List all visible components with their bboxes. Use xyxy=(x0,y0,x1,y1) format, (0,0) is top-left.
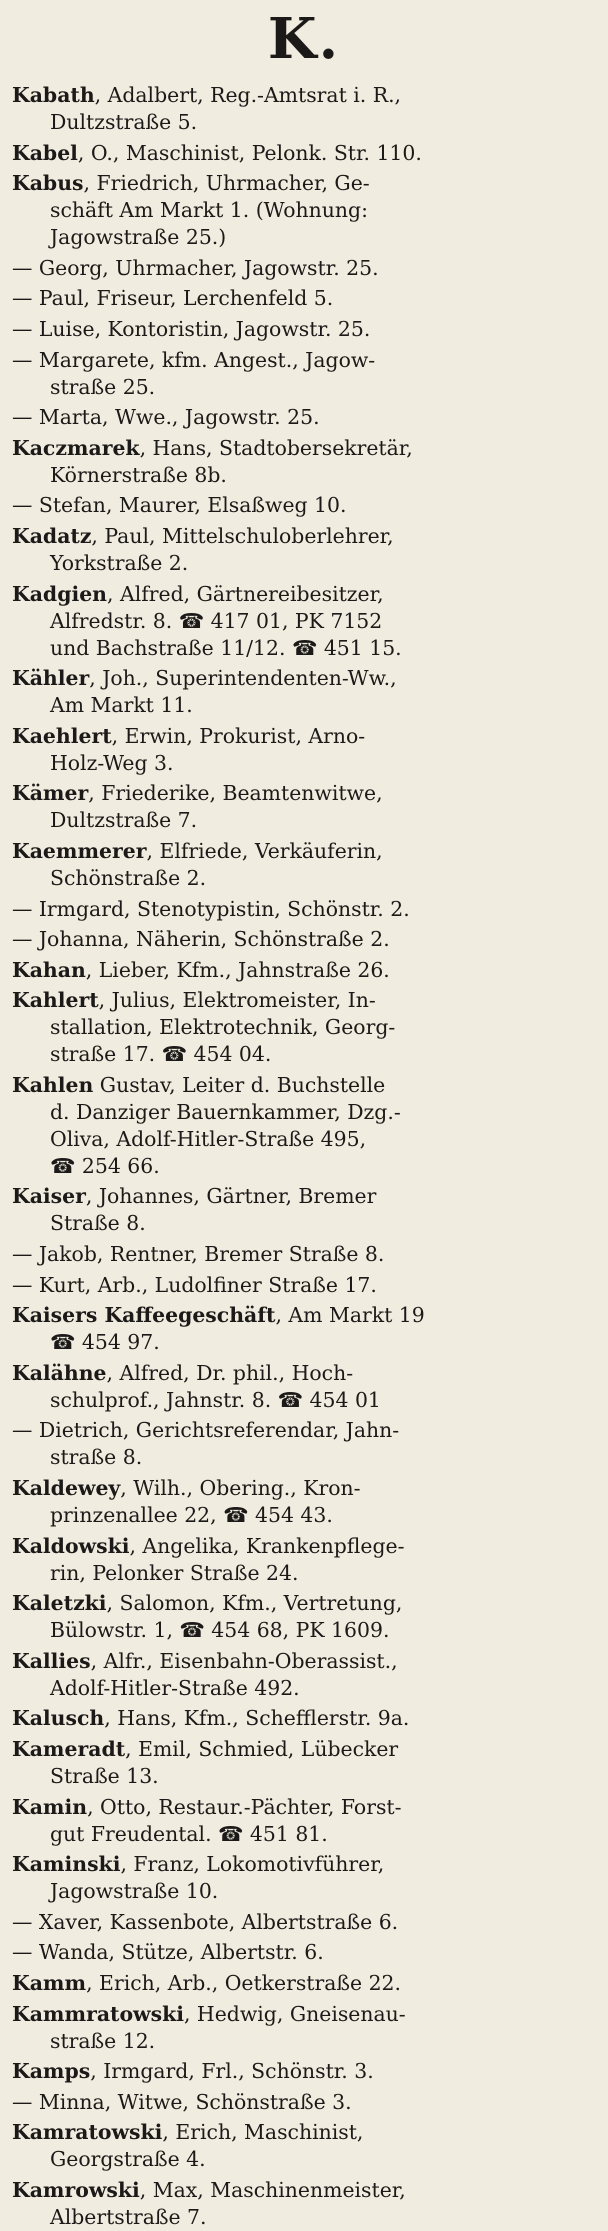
directory-entry xyxy=(12,2089,596,2116)
entry-continuation-line: straße 12. xyxy=(50,2028,156,2053)
directory-entry xyxy=(12,665,596,719)
directory-entry xyxy=(12,492,596,519)
directory-entry xyxy=(12,1072,596,1180)
entry-continuation-line: Straße 8. xyxy=(50,1211,146,1236)
directory-entry xyxy=(12,170,596,251)
entry-surname: Kaczmarek xyxy=(12,435,140,460)
entry-continuation-line: rin, Pelonker Straße 24. xyxy=(50,1560,299,1585)
directory-entry xyxy=(12,1590,596,1644)
directory-entry xyxy=(12,2001,596,2055)
entry-first-line: Kamin, Otto, Restaur.-Pächter, Forst- xyxy=(12,1794,402,1819)
directory-entry xyxy=(12,1851,596,1905)
directory-entry xyxy=(12,255,596,282)
entry-first-line: Kabath, Adalbert, Reg.-Amtsrat i. R., xyxy=(12,83,402,107)
entry-surname: Kamrowski xyxy=(12,2177,140,2202)
entry-continuation-line: Holz-Weg 3. xyxy=(50,750,174,775)
entry-first-line: Kammratowski, Hedwig, Gneisenau- xyxy=(12,2001,406,2026)
entry-first-line: — Minna, Witwe, Schönstraße 3. xyxy=(12,2089,352,2114)
entry-first-line: — Margarete, kfm. Angest., Jagow- xyxy=(12,347,376,372)
entry-continuation-line: d. Danziger Bauernkammer, Dzg.- xyxy=(50,1099,401,1124)
entry-surname: Kamm xyxy=(12,1970,87,1995)
entry-continuation-line: Dultzstraße 5. xyxy=(50,110,198,134)
entry-surname: Kallies xyxy=(12,1648,91,1673)
entry-first-line: — Luise, Kontoristin, Jagowstr. 25. xyxy=(12,316,371,341)
entry-surname: Kabel xyxy=(12,140,78,165)
entry-first-line: Kaiser, Johannes, Gärtner, Bremer xyxy=(12,1184,377,1209)
entry-surname: Kaletzki xyxy=(12,1591,107,1616)
directory-entry xyxy=(12,1183,596,1237)
entry-first-line: — Jakob, Rentner, Bremer Straße 8. xyxy=(12,1242,385,1267)
entry-first-line: Kaemmerer, Elfriede, Verkäuferin, xyxy=(12,838,383,863)
directory-entry xyxy=(12,2177,596,2231)
entry-continuation-line: Schönstraße 2. xyxy=(50,865,207,890)
directory-entry xyxy=(12,838,596,892)
entry-surname: Kadgien xyxy=(12,581,107,606)
directory-entry xyxy=(12,404,596,431)
entry-first-line: Kaminski, Franz, Lokomotivführer, xyxy=(12,1852,385,1877)
directory-entry xyxy=(12,2058,596,2085)
entry-surname: Kämer xyxy=(12,781,89,806)
entry-continuation-line: straße 17. ☎ 454 04. xyxy=(50,1042,272,1067)
entry-first-line: Kamps, Irmgard, Frl., Schönstr. 3. xyxy=(12,2059,374,2084)
entry-first-line: — Xaver, Kassenbote, Albertstraße 6. xyxy=(12,1909,399,1934)
entry-continuation-line: Am Markt 11. xyxy=(50,693,193,718)
entry-continuation-line: Bülowstr. 1, ☎ 454 68, PK 1609. xyxy=(50,1618,390,1643)
entry-first-line: Kaehlert, Erwin, Prokurist, Arno- xyxy=(12,723,366,748)
entry-first-line: Kamm, Erich, Arb., Oetkerstraße 22. xyxy=(12,1970,402,1995)
entry-first-line: — Stefan, Maurer, Elsaßweg 10. xyxy=(12,493,347,518)
directory-entry xyxy=(12,1302,596,1356)
entry-first-line: Kabus, Friedrich, Uhrmacher, Ge- xyxy=(12,171,370,196)
entry-surname: Kaehlert xyxy=(12,723,112,748)
entry-surname: Kaldewey xyxy=(12,1476,121,1501)
entry-surname: Kahlert xyxy=(12,988,99,1013)
entry-first-line: — Marta, Wwe., Jagowstr. 25. xyxy=(12,405,320,430)
directory-entry xyxy=(12,316,596,343)
entry-continuation-line: ☎ 254 66. xyxy=(50,1153,160,1178)
directory-entry xyxy=(12,581,596,662)
directory-entry xyxy=(12,987,596,1068)
entry-surname: Kameradt xyxy=(12,1737,126,1761)
section-letter-heading: K. xyxy=(267,6,341,72)
entry-first-line: — Irmgard, Stenotypistin, Schönstr. 2. xyxy=(12,896,410,921)
directory-entry xyxy=(12,1241,596,1268)
entry-continuation-line: Dultzstraße 7. xyxy=(50,808,198,833)
directory-entry xyxy=(12,1417,596,1471)
entry-continuation-line: Alfredstr. 8. ☎ 417 01, PK 7152 xyxy=(50,608,383,633)
entry-first-line: — Paul, Friseur, Lerchenfeld 5. xyxy=(12,286,334,311)
directory-entry xyxy=(12,926,596,953)
entry-surname: Kaminski xyxy=(12,1852,121,1877)
entry-surname: Kadatz xyxy=(12,523,92,548)
entry-continuation-line: straße 25. xyxy=(50,374,156,399)
directory-entry xyxy=(12,523,596,577)
entry-first-line: Kämer, Friederike, Beamtenwitwe, xyxy=(12,781,383,806)
entry-continuation-line: schäft Am Markt 1. (Wohnung: xyxy=(50,198,368,223)
entry-surname: Kalusch xyxy=(12,1706,105,1731)
entry-continuation-line: Jagowstraße 25.) xyxy=(50,225,227,250)
directory-entry xyxy=(12,435,596,489)
entry-first-line: Kahan, Lieber, Kfm., Jahnstraße 26. xyxy=(12,957,390,982)
entry-surname: Kamps xyxy=(12,2059,91,2084)
entry-first-line: — Dietrich, Gerichtsreferendar, Jahn- xyxy=(12,1418,400,1443)
entry-surname: Kammratowski xyxy=(12,2001,184,2026)
entry-first-line: Kamratowski, Erich, Maschinist, xyxy=(12,2120,364,2145)
entry-first-line: Kalusch, Hans, Kfm., Schefflerstr. 9a. xyxy=(12,1706,410,1731)
entry-surname: Kaldowski xyxy=(12,1533,130,1558)
entry-first-line: Kaldewey, Wilh., Obering., Kron- xyxy=(12,1476,361,1501)
entry-surname: Kalähne xyxy=(12,1360,107,1385)
directory-entry xyxy=(12,1360,596,1414)
entry-continuation-line: stallation, Elektrotechnik, Georg- xyxy=(50,1015,396,1040)
directory-entry xyxy=(12,347,596,401)
entry-surname: Kabath xyxy=(12,83,95,107)
entry-continuation-line: Adolf-Hitler-Straße 492. xyxy=(50,1675,300,1700)
entry-surname: Kabus xyxy=(12,171,84,196)
entry-first-line: — Johanna, Näherin, Schönstraße 2. xyxy=(12,927,390,952)
entry-first-line: Kähler, Joh., Superintendenten-Ww., xyxy=(12,666,397,691)
entry-surname: Kamin xyxy=(12,1794,88,1819)
entry-continuation-line: schulprof., Jahnstr. 8. ☎ 454 01 xyxy=(50,1387,381,1412)
entry-continuation-line: ☎ 454 97. xyxy=(50,1330,160,1355)
entry-continuation-line: Straße 13. xyxy=(50,1764,159,1788)
entry-surname: Kaiser xyxy=(12,1184,86,1209)
directory-entry xyxy=(12,285,596,312)
directory-entry xyxy=(12,896,596,923)
directory-entry xyxy=(12,1909,596,1936)
entry-surname: Kahan xyxy=(12,957,86,982)
entry-surname: Kähler xyxy=(12,666,90,691)
entry-first-line: Kadgien, Alfred, Gärtnereibesitzer, xyxy=(12,581,384,606)
directory-entry-list xyxy=(12,82,596,2231)
entry-continuation-line: prinzenallee 22, ☎ 454 43. xyxy=(50,1503,333,1528)
entry-surname: Kaisers Kaffeegeschäft xyxy=(12,1303,276,1328)
entry-continuation-line: straße 8. xyxy=(50,1445,143,1470)
entry-surname: Kaemmerer xyxy=(12,838,147,863)
directory-entry xyxy=(12,1736,596,1790)
entry-first-line: Kabel, O., Maschinist, Pelonk. Str. 110. xyxy=(12,140,422,165)
entry-continuation-line: Oliva, Adolf-Hitler-Straße 495, xyxy=(50,1126,367,1151)
directory-entry xyxy=(12,2119,596,2173)
directory-entry xyxy=(12,1272,596,1299)
entry-first-line: Kalähne, Alfred, Dr. phil., Hoch- xyxy=(12,1360,354,1385)
entry-continuation-line: Jagowstraße 10. xyxy=(50,1879,219,1904)
entry-first-line: Kadatz, Paul, Mittelschuloberlehrer, xyxy=(12,523,394,548)
directory-entry xyxy=(12,1939,596,1966)
directory-entry xyxy=(12,1533,596,1587)
entry-continuation-line: Georgstraße 4. xyxy=(50,2147,206,2172)
entry-surname: Kamratowski xyxy=(12,2120,163,2145)
entry-continuation-line: und Bachstraße 11/12. ☎ 451 15. xyxy=(50,635,402,660)
entry-first-line: Kahlert, Julius, Elektromeister, In- xyxy=(12,988,376,1013)
entry-first-line: Kameradt, Emil, Schmied, Lübecker xyxy=(12,1737,399,1761)
directory-entry xyxy=(12,723,596,777)
entry-first-line: Kahlen Gustav, Leiter d. Buchstelle xyxy=(12,1072,386,1097)
entry-continuation-line: gut Freudental. ☎ 451 81. xyxy=(50,1821,328,1846)
entry-first-line: — Wanda, Stütze, Albertstr. 6. xyxy=(12,1940,324,1965)
entry-continuation-line: Körnerstraße 8b. xyxy=(50,462,227,487)
entry-first-line: Kaisers Kaffeegeschäft, Am Markt 19 xyxy=(12,1303,425,1328)
directory-entry xyxy=(12,140,596,167)
entry-first-line: Kaldowski, Angelika, Krankenpflege- xyxy=(12,1533,405,1558)
directory-entry xyxy=(12,1794,596,1848)
entry-first-line: Kaczmarek, Hans, Stadtobersekretär, xyxy=(12,435,413,460)
directory-entry xyxy=(12,1705,596,1732)
entry-first-line: — Georg, Uhrmacher, Jagowstr. 25. xyxy=(12,255,379,280)
entry-first-line: — Kurt, Arb., Ludolfiner Straße 17. xyxy=(12,1272,377,1297)
entry-first-line: Kaletzki, Salomon, Kfm., Vertretung, xyxy=(12,1591,403,1616)
entry-continuation-line: Yorkstraße 2. xyxy=(50,550,189,575)
entry-surname: Kahlen xyxy=(12,1072,94,1097)
directory-entry xyxy=(12,1648,596,1702)
directory-entry xyxy=(12,780,596,834)
directory-entry xyxy=(12,1475,596,1529)
entry-first-line: Kamrowski, Max, Maschinenmeister, xyxy=(12,2177,406,2202)
entry-continuation-line: Albertstraße 7. xyxy=(50,2204,207,2229)
directory-entry xyxy=(12,82,596,136)
directory-entry xyxy=(12,1970,596,1997)
entry-first-line: Kallies, Alfr., Eisenbahn-Oberassist., xyxy=(12,1648,398,1673)
directory-entry xyxy=(12,957,596,984)
